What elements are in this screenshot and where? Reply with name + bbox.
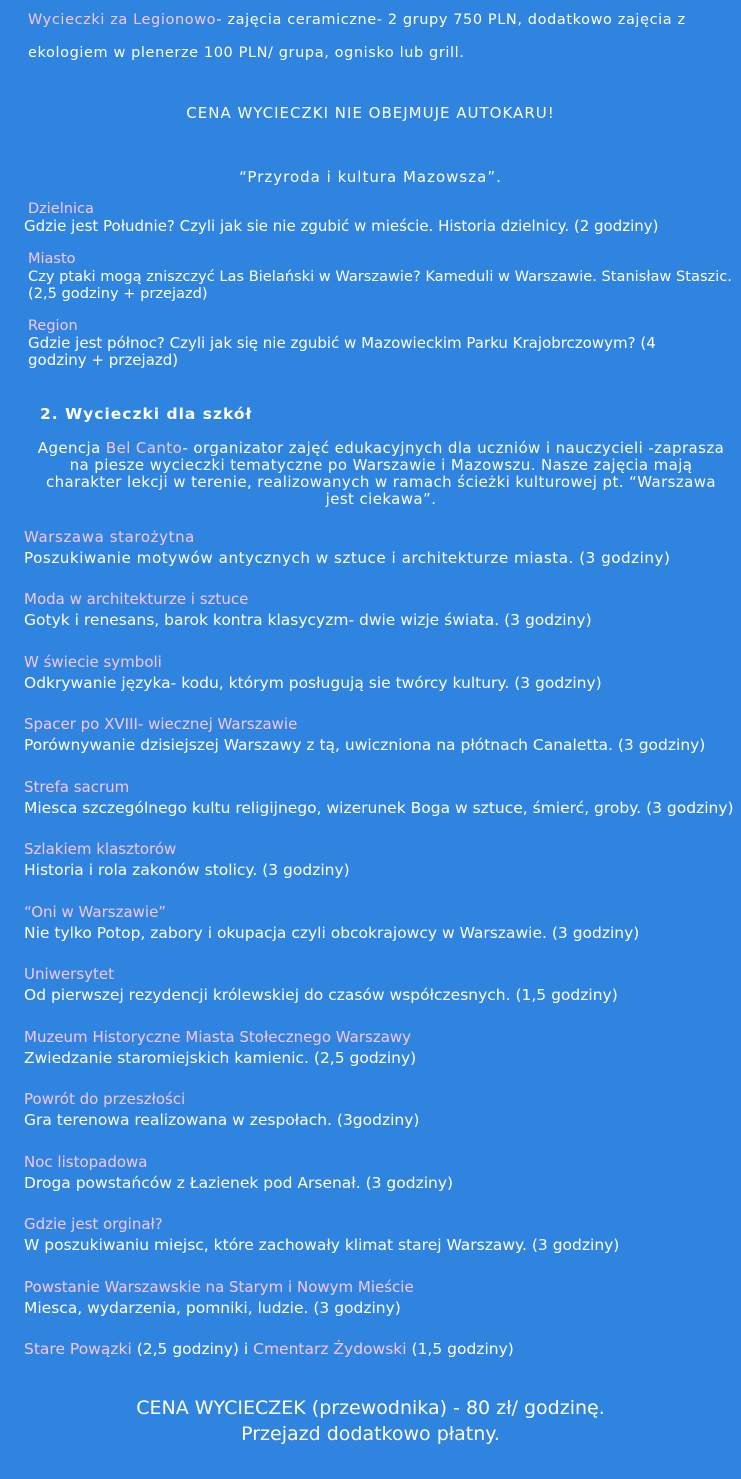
- section-label: Miasto: [28, 251, 76, 267]
- tour-item: [24, 1027, 416, 1069]
- section-text: Gdzie jest północ? Czyli jak się nie zgubić w Mazowieckim Parku Krajobrczowym? (4 godziny + przejazd): [28, 334, 656, 369]
- tour-description: Gotyk i renesans, barok kontra klasycyzm- dwie wizje świata. (3 godziny): [24, 611, 592, 629]
- tour-description: W poszukiwaniu miejsc, które zachowały klimat starej Warszawy. (3 godziny): [24, 1236, 620, 1254]
- agency-prefix: Agencja: [37, 439, 106, 457]
- tour-title: Spacer po XVIII- wiecznej Warszawie: [24, 715, 298, 733]
- tour-item: [24, 1089, 419, 1131]
- agency-paragraph: [36, 440, 726, 508]
- tour-title: Moda w architekturze i sztuce: [24, 590, 249, 608]
- section-dzielnica: [24, 201, 738, 235]
- tour-item: [24, 1277, 414, 1319]
- price-footer: [0, 1395, 741, 1447]
- tour-description: Gra terenowa realizowana w zespołach. (3godziny): [24, 1111, 420, 1129]
- tour-description: Porównywanie dzisiejszej Warszawy z tą, uwiczniona na płótnach Canaletta. (3 godziny): [24, 736, 706, 754]
- tour-title: Strefa sacrum: [24, 778, 130, 796]
- agency-name: Bel Canto: [105, 439, 183, 457]
- tour-description: Od pierwszej rezydencji królewskiej do czasów współczesnych. (1,5 godziny): [24, 986, 618, 1004]
- cemetery-b-label: Cmentarz Żydowski: [253, 1340, 407, 1358]
- tour-item: [24, 714, 705, 756]
- tour-item: [24, 589, 592, 631]
- cemetery-a-time: (2,5 godziny) i: [131, 1340, 254, 1358]
- tour-title: Szlakiem klasztorów: [24, 840, 177, 858]
- section-text: Gdzie jest Południe? Czyli jak sie nie zgubić w mieście. Historia dzielnicy. (2 godziny): [24, 217, 659, 235]
- tour-title: Muzeum Historyczne Miasta Stołecznego Warszawy: [24, 1028, 412, 1046]
- tour-title: Warszawa starożytna: [24, 528, 195, 546]
- schools-heading: 2. Wycieczki dla szkół: [40, 405, 253, 423]
- tour-description: Miesca, wydarzenia, pomniki, ludzie. (3 godziny): [24, 1299, 401, 1317]
- tour-item: [24, 964, 618, 1006]
- cemetery-b-time: (1,5 godziny): [406, 1340, 514, 1358]
- tour-title: Uniwersytet: [24, 965, 114, 983]
- section-text: Czy ptaki mogą zniszczyć Las Bielański w Warszawie? Kameduli w Warszawie. Stanisław Staszic. (2,5 godziny + przejazd): [28, 268, 732, 302]
- tour-title: “Oni w Warszawie”: [24, 903, 167, 921]
- agency-text: - organizator zajęć edukacyjnych dla uczniów i nauczycieli -zaprasza na piesze wycieczki tematyczne po Warszawie i Mazowszu. Nasze zajęcia mają charakter lekcji w terenie, realizowanych w ramach ścieżki kulturowej pt. “Warszawa jest ciekawa”.: [45, 439, 725, 508]
- autokar-notice: CENA WYCIECZKI NIE OBEJMUJE AUTOKARU!: [186, 104, 555, 122]
- tour-title: Noc listopadowa: [24, 1153, 148, 1171]
- tour-item: [24, 527, 670, 569]
- tour-description: Miesca szczególnego kultu religijnego, wizerunek Boga w sztuce, śmierć, groby. (3 godziny): [24, 799, 734, 817]
- section-label: Dzielnica: [28, 201, 94, 217]
- tour-description: Historia i rola zakonów stolicy. (3 godziny): [24, 861, 350, 879]
- tour-title: W świecie symboli: [24, 653, 162, 671]
- tour-item: [24, 1214, 619, 1256]
- intro-location: Wycieczki za Legionowo: [28, 12, 217, 28]
- section-label: Region: [28, 318, 78, 334]
- tour-item: [24, 652, 602, 694]
- transport-line: Przejazd dodatkowo płatny.: [241, 1423, 500, 1445]
- tour-description: Poszukiwanie motywów antycznych w sztuce i architekturze miasta. (3 godziny): [24, 549, 671, 567]
- tour-title: Gdzie jest orginał?: [24, 1215, 163, 1233]
- tour-description: Odkrywanie języka- kodu, którym posługują sie twórcy kultury. (3 godziny): [24, 674, 602, 692]
- tour-item: [24, 777, 734, 819]
- cemetery-line: [24, 1339, 514, 1360]
- price-line: CENA WYCIECZEK (przewodnika) - 80 zł/ godzinę.: [136, 1397, 605, 1419]
- intro-text: - zajęcia ceramiczne- 2 grupy 750 PLN, dodatkowo zajęcia z ekologiem w plenerze 100 PLN/ grupa, ognisko lub grill.: [28, 12, 686, 61]
- tour-title: Powrót do przeszłości: [24, 1090, 186, 1108]
- section-region: [28, 318, 668, 369]
- section-miasto: [28, 251, 738, 302]
- cemetery-a-label: Stare Powązki: [24, 1340, 132, 1358]
- tour-item: [24, 902, 639, 944]
- tour-description: Nie tylko Potop, zabory i okupacja czyli obcokrajowcy w Warszawie. (3 godziny): [24, 924, 640, 942]
- tour-item: [24, 839, 350, 881]
- tour-title: Powstanie Warszawskie na Starym i Nowym Mieście: [24, 1278, 414, 1296]
- tour-item: [24, 1152, 453, 1194]
- intro-paragraph: [28, 4, 728, 70]
- program-title: “Przyroda i kultura Mazowsza”.: [239, 168, 502, 186]
- tour-description: Droga powstańców z Łazienek pod Arsenał. (3 godziny): [24, 1174, 454, 1192]
- tour-description: Zwiedzanie staromiejskich kamienic. (2,5 godziny): [24, 1049, 417, 1067]
